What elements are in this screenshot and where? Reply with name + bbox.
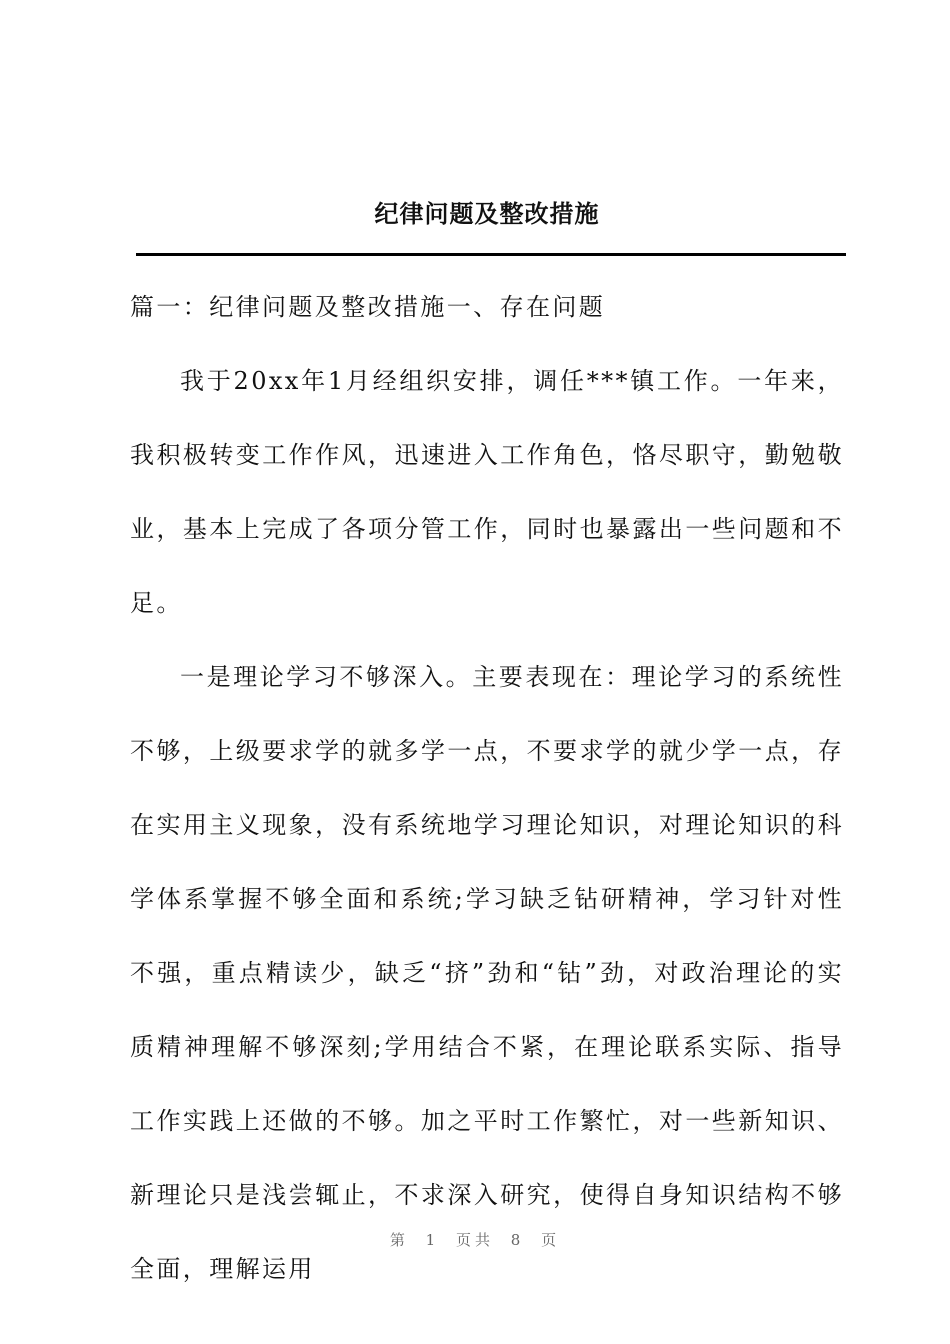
- footer-prefix: 第: [389, 1231, 409, 1249]
- section-heading-paragraph: 篇一：纪律问题及整改措施一、存在问题: [130, 293, 606, 321]
- document-body: [130, 270, 844, 1306]
- body-paragraph: 一是理论学习不够深入。主要表现在：理论学习的系统性不够，上级要求学的就多学一点，不要求学的就少学一点，存在实用主义现象，没有系统地学习理论知识，对理论知识的科学体系掌握不够全面和系统;学习缺乏钻研精神，学习针对性不强，重点精读少，缺乏“挤”劲和“钻”劲，对政治理论的实质精神理解不够深刻;学用结合不紧，在理论联系实际、指导工作实践上还做的不够。加之平时工作繁忙，对一些新知识、新理论只是浅尝辄止，不求深入研究，使得自身知识结构不够全面，理解运用: [130, 663, 844, 1283]
- body-paragraph: 我于20xx年1月经组织安排，调任***镇工作。一年来，我积极转变工作作风，迅速进入工作角色，恪尽职守，勤勉敬业，基本上完成了各项分管工作，同时也暴露出一些问题和不足。: [130, 367, 844, 617]
- document-title: 纪律问题及整改措施: [374, 199, 600, 228]
- footer-total-pages: 8: [510, 1231, 525, 1249]
- page-footer: [0, 1229, 950, 1250]
- footer-suffix: 页: [541, 1231, 561, 1249]
- footer-mid: 页共: [455, 1231, 494, 1249]
- footer-page-number: 1: [425, 1231, 440, 1249]
- title-divider: [136, 253, 846, 256]
